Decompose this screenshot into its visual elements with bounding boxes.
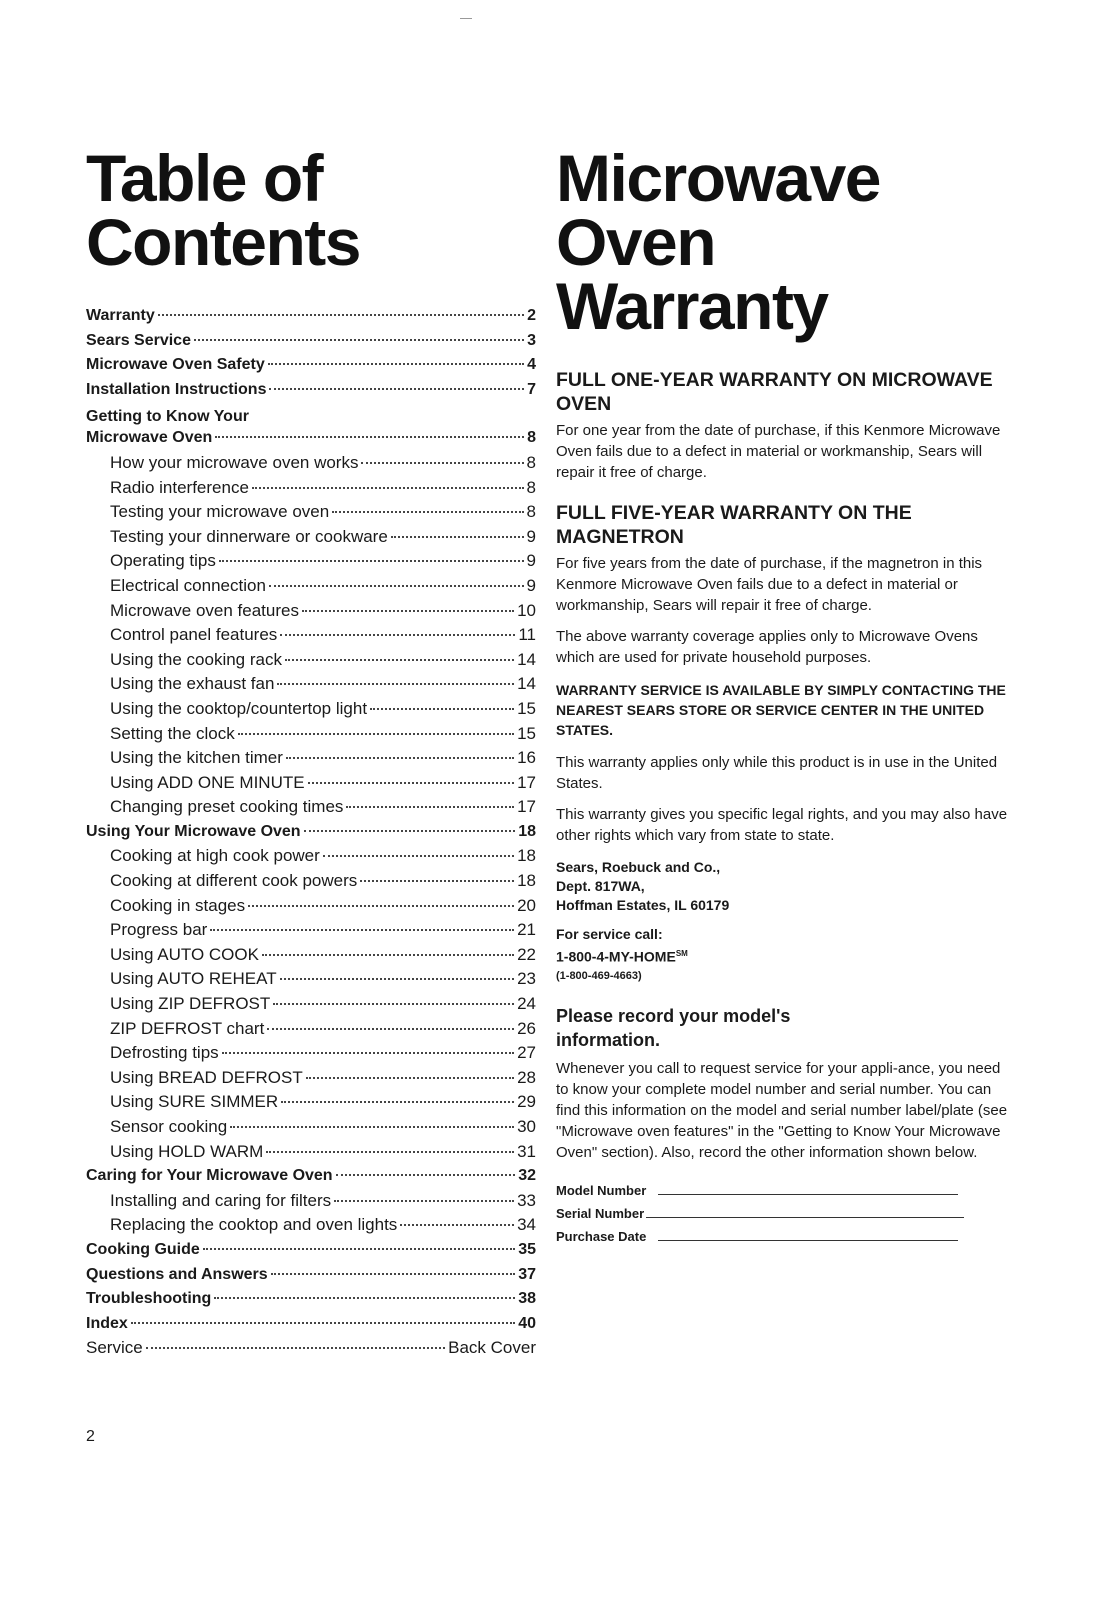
toc-entry-label: Testing your microwave oven xyxy=(110,502,330,522)
toc-entry-page: 20 xyxy=(517,895,536,915)
serial-number-label: Serial Number xyxy=(556,1205,645,1221)
toc-entry xyxy=(86,1090,536,1115)
toc-entry xyxy=(86,820,536,845)
toc-dot-leader xyxy=(248,905,514,907)
page-number: 2 xyxy=(86,1428,95,1445)
toc-entry xyxy=(86,1336,536,1361)
toc-dot-leader xyxy=(280,634,515,636)
serial-number-field xyxy=(556,1206,1016,1221)
toc-entry-page: 27 xyxy=(517,1043,536,1063)
service-mark: SM xyxy=(675,949,688,958)
toc-entry-page: 17 xyxy=(517,772,536,792)
toc-entry-page: 38 xyxy=(518,1290,536,1308)
toc-dot-leader xyxy=(268,363,524,365)
toc-entry-page: 8 xyxy=(527,429,536,447)
toc-entry xyxy=(86,746,536,771)
toc-entry xyxy=(86,943,536,968)
toc-entry-page: 22 xyxy=(517,944,536,964)
service-call-label: For service call: xyxy=(556,926,663,942)
toc-entry xyxy=(86,697,536,722)
toc-entry xyxy=(86,869,536,894)
toc-entry xyxy=(86,894,536,919)
toc-entry-label: Index xyxy=(86,1314,128,1332)
toc-entry-label: Electrical connection xyxy=(110,575,266,595)
toc-dot-leader xyxy=(400,1224,514,1226)
toc-dot-leader xyxy=(391,536,524,538)
toc-entry xyxy=(86,623,536,648)
toc-entry-page: 9 xyxy=(526,526,536,546)
toc-entry-label: Control panel features xyxy=(110,625,278,645)
toc-entry-page: 33 xyxy=(517,1190,536,1210)
record-info-text: Whenever you call to request service for your appli-ance, you need to know your complete model number and serial number. You can find this information on the model and serial number label/plate (see "Microwave oven features" in the "Getting to Know Your Microwave Oven" section). Also, record the other information shown below. xyxy=(556,1059,1008,1161)
toc-entry-page: 10 xyxy=(517,600,536,620)
serial-number-blank xyxy=(646,1217,964,1218)
warranty-service-notice: WARRANTY SERVICE IS AVAILABLE BY SIMPLY CONTACTING THE NEAREST SEARS STORE OR SERVICE CENTER IN THE UNITED STATES. xyxy=(556,682,1006,738)
toc-entry-page: 40 xyxy=(518,1314,536,1332)
toc-entry-label: Using the cooking rack xyxy=(110,649,282,669)
toc-entry-label: Using BREAD DEFROST xyxy=(110,1067,303,1087)
toc-entry-label: Defrosting tips xyxy=(110,1043,219,1063)
toc-dot-leader xyxy=(286,757,514,759)
toc-dot-leader xyxy=(215,436,524,438)
toc-dot-leader xyxy=(194,339,524,341)
toc-entry-page: 31 xyxy=(517,1141,536,1161)
toc-dot-leader xyxy=(269,388,524,390)
toc-entry-label: Microwave oven features xyxy=(110,600,299,620)
warranty-title-line-2: Oven xyxy=(556,205,716,279)
toc-entry xyxy=(86,476,536,501)
model-number-blank xyxy=(658,1194,958,1195)
toc-entry-label: Cooking Guide xyxy=(86,1240,200,1258)
toc-entry xyxy=(86,1115,536,1140)
toc-entry-page: 18 xyxy=(517,871,536,891)
toc-entry-label: Sensor cooking xyxy=(110,1117,228,1136)
toc-dot-leader xyxy=(360,880,514,882)
toc-dot-leader xyxy=(267,1028,514,1030)
warranty-title-line-1: Microwave xyxy=(556,141,880,215)
record-info-heading: Please record your model's information. xyxy=(556,1005,791,1050)
toc-dot-leader xyxy=(304,830,516,832)
toc-entry xyxy=(86,1017,536,1042)
purchase-date-field xyxy=(556,1229,1016,1244)
toc-title-line-1: Table of xyxy=(86,141,323,215)
service-phone-number: 1-800-4-MY-HOME xyxy=(556,948,676,965)
toc-entry-page: 9 xyxy=(526,551,536,571)
toc-entry-page: 14 xyxy=(517,674,536,694)
toc-entry-page: 14 xyxy=(517,649,536,669)
address-line-3: Hoffman Estates, IL 60179 xyxy=(556,897,730,913)
toc-entry xyxy=(86,992,536,1017)
toc-entry xyxy=(86,918,536,943)
toc-entry-page: 18 xyxy=(518,822,536,840)
toc-entry-label: Troubleshooting xyxy=(86,1290,212,1308)
scan-speck xyxy=(460,18,472,19)
toc-list xyxy=(86,304,536,1361)
toc-entry xyxy=(86,525,536,550)
toc-entry-page: 34 xyxy=(517,1215,536,1235)
toc-entry-label: Radio interference xyxy=(110,477,249,497)
legal-rights-note: This warranty gives you specific legal rights, and you may also have other rights which vary from state to state. xyxy=(556,806,1008,844)
toc-entry-page: 29 xyxy=(517,1092,536,1112)
toc-dot-leader xyxy=(266,1151,514,1153)
toc-entry-label: Sears Service xyxy=(86,331,191,349)
five-year-warranty-text: For five years from the date of purchase, if the magnetron in this Kenmore Microwave Oven fails due to a defect in material or workmanship, Sears will repair it free of charge. xyxy=(556,555,983,614)
toc-entry xyxy=(86,599,536,624)
toc-entry xyxy=(86,648,536,673)
toc-entry xyxy=(86,722,536,747)
five-year-warranty-heading: FULL FIVE-YEAR WARRANTY ON THE MAGNETRON xyxy=(556,502,912,548)
toc-entry-page: Back Cover xyxy=(448,1338,536,1358)
toc-dot-leader xyxy=(308,782,514,784)
toc-entry xyxy=(86,1263,536,1288)
toc-section-heading: Getting to Know Your xyxy=(86,408,249,426)
toc-entry-label: Setting the clock xyxy=(110,723,235,743)
toc-dot-leader xyxy=(332,511,523,513)
toc-entry-page: 7 xyxy=(527,380,536,398)
toc-entry xyxy=(86,1312,536,1337)
toc-entry-page: 2 xyxy=(527,307,536,324)
toc-entry xyxy=(86,967,536,992)
toc-entry-page: 28 xyxy=(517,1067,536,1087)
toc-entry xyxy=(86,549,536,574)
toc-entry-label: Caring for Your Microwave Oven xyxy=(86,1167,333,1185)
toc-entry-page: 32 xyxy=(518,1167,536,1185)
toc-entry-page: 9 xyxy=(526,575,536,595)
toc-entry xyxy=(86,771,536,796)
toc-entry-label: Cooking in stages xyxy=(110,895,246,915)
toc-entry-label: Using SURE SIMMER xyxy=(110,1092,279,1112)
toc-dot-leader xyxy=(238,733,514,735)
toc-dot-leader xyxy=(277,683,514,685)
toc-entry-label: How your microwave oven works xyxy=(110,452,359,472)
toc-dot-leader xyxy=(252,487,524,489)
toc-entry xyxy=(86,329,536,354)
model-number-label: Model Number xyxy=(556,1182,647,1198)
toc-dot-leader xyxy=(346,806,514,808)
toc-entry-page: 8 xyxy=(526,502,536,522)
toc-entry xyxy=(86,574,536,599)
toc-entry-label: Using ADD ONE MINUTE xyxy=(110,772,305,792)
toc-dot-leader xyxy=(262,954,514,956)
toc-entry-label: Cooking at high cook power xyxy=(110,846,320,866)
toc-dot-leader xyxy=(281,1101,514,1103)
toc-entry xyxy=(86,1238,536,1263)
toc-entry-label: Using AUTO REHEAT xyxy=(110,969,277,989)
toc-entry xyxy=(86,1140,536,1165)
toc-entry xyxy=(86,378,536,403)
toc-dot-leader xyxy=(306,1077,514,1079)
toc-dot-leader xyxy=(361,462,523,464)
toc-dot-leader xyxy=(230,1126,514,1128)
toc-entry-label: Using ZIP DEFROST xyxy=(110,994,271,1014)
toc-dot-leader xyxy=(334,1200,514,1202)
toc-title xyxy=(86,141,536,279)
toc-entry xyxy=(86,426,536,451)
toc-entry-page: 15 xyxy=(517,698,536,718)
toc-entry-page: 4 xyxy=(527,356,536,374)
purchase-date-blank xyxy=(658,1240,958,1241)
address-line-2: Dept. 817WA, xyxy=(556,878,645,894)
toc-entry-label: Installing and caring for filters xyxy=(110,1190,332,1210)
toc-entry-label: Microwave Oven xyxy=(86,429,213,447)
toc-entry-label: Replacing the cooktop and oven lights xyxy=(110,1215,398,1235)
service-phone xyxy=(556,944,1016,967)
toc-entry-label: Operating tips xyxy=(110,551,216,571)
toc-dot-leader xyxy=(146,1347,445,1349)
toc-dot-leader xyxy=(302,610,514,612)
toc-entry-page: 30 xyxy=(517,1117,536,1136)
toc-entry-label: Using the exhaust fan xyxy=(110,674,275,694)
toc-entry-label: Microwave Oven Safety xyxy=(86,356,265,374)
toc-entry-label: Using HOLD WARM xyxy=(110,1141,264,1161)
toc-entry-label: Service xyxy=(86,1338,143,1358)
toc-entry-page: 21 xyxy=(517,920,536,940)
toc-dot-leader xyxy=(222,1052,514,1054)
toc-entry xyxy=(86,353,536,378)
toc-entry xyxy=(86,1189,536,1214)
toc-entry-page: 18 xyxy=(517,846,536,866)
model-number-field xyxy=(556,1183,1016,1198)
toc-dot-leader xyxy=(214,1297,515,1299)
toc-entry-page: 24 xyxy=(517,994,536,1014)
toc-entry xyxy=(86,672,536,697)
toc-entry-label: Using the cooktop/countertop light xyxy=(110,698,368,718)
toc-dot-leader xyxy=(271,1273,516,1275)
toc-title-line-2: Contents xyxy=(86,205,360,279)
toc-entry-label: Using the kitchen timer xyxy=(110,748,283,768)
warranty-coverage-note: The above warranty coverage applies only to Microwave Ovens which are used for private household purposes. xyxy=(556,628,978,666)
warranty-title xyxy=(556,141,1016,343)
toc-entry-page: 16 xyxy=(517,748,536,768)
one-year-warranty-text: For one year from the date of purchase, if this Kenmore Microwave Oven fails due to a defect in material or workmanship, Sears will repair it free of charge. xyxy=(556,422,1001,481)
one-year-warranty-heading: FULL ONE-YEAR WARRANTY ON MICROWAVE OVEN xyxy=(556,369,993,415)
toc-dot-leader xyxy=(219,560,524,562)
toc-entry-page: 11 xyxy=(518,625,536,645)
toc-entry-label: Changing preset cooking times xyxy=(110,797,344,817)
toc-dot-leader xyxy=(210,929,514,931)
toc-entry xyxy=(86,1164,536,1189)
toc-dot-leader xyxy=(203,1248,515,1250)
toc-dot-leader xyxy=(285,659,514,661)
toc-dot-leader xyxy=(336,1174,516,1176)
table-of-contents-column xyxy=(86,141,536,1361)
toc-entry-page: 37 xyxy=(518,1265,536,1283)
toc-entry xyxy=(86,1066,536,1091)
warranty-column xyxy=(556,141,1016,1252)
toc-dot-leader xyxy=(370,708,514,710)
purchase-date-label: Purchase Date xyxy=(556,1228,647,1244)
toc-entry-label: Progress bar xyxy=(110,920,208,940)
toc-entry xyxy=(86,451,536,476)
toc-entry xyxy=(86,1213,536,1238)
toc-entry-page: 8 xyxy=(526,477,536,497)
toc-entry-label: Using AUTO COOK xyxy=(110,944,259,964)
toc-entry-label: Questions and Answers xyxy=(86,1265,268,1283)
toc-entry-label: Warranty xyxy=(86,307,155,324)
toc-entry-label: Using Your Microwave Oven xyxy=(86,822,301,840)
toc-entry xyxy=(86,1041,536,1066)
warranty-title-line-3: Warranty xyxy=(556,269,828,343)
toc-entry-label: Cooking at different cook powers xyxy=(110,871,358,891)
address-line-1: Sears, Roebuck and Co., xyxy=(556,859,721,875)
toc-entry-page: 23 xyxy=(517,969,536,989)
toc-entry xyxy=(86,1287,536,1312)
service-phone-digits: (1-800-469-4663) xyxy=(556,969,642,982)
toc-entry xyxy=(86,844,536,869)
toc-entry-page: 35 xyxy=(518,1240,536,1258)
toc-entry xyxy=(86,500,536,525)
toc-entry-page: 8 xyxy=(526,452,536,472)
toc-entry-label: Testing your dinnerware or cookware xyxy=(110,526,388,546)
toc-entry-label: ZIP DEFROST chart xyxy=(110,1018,265,1038)
toc-dot-leader xyxy=(269,585,524,587)
toc-entry-page: 15 xyxy=(517,723,536,743)
toc-dot-leader xyxy=(273,1003,514,1005)
us-only-note: This warranty applies only while this product is in use in the United States. xyxy=(556,754,998,792)
toc-dot-leader xyxy=(158,314,524,316)
toc-entry-page: 3 xyxy=(527,331,536,349)
toc-entry-page: 17 xyxy=(517,797,536,817)
toc-dot-leader xyxy=(131,1322,515,1324)
toc-entry-label: Installation Instructions xyxy=(86,380,267,398)
toc-dot-leader xyxy=(323,855,514,857)
toc-entry-page: 26 xyxy=(517,1018,536,1038)
toc-entry xyxy=(86,795,536,820)
toc-dot-leader xyxy=(280,978,514,980)
toc-entry xyxy=(86,304,536,329)
